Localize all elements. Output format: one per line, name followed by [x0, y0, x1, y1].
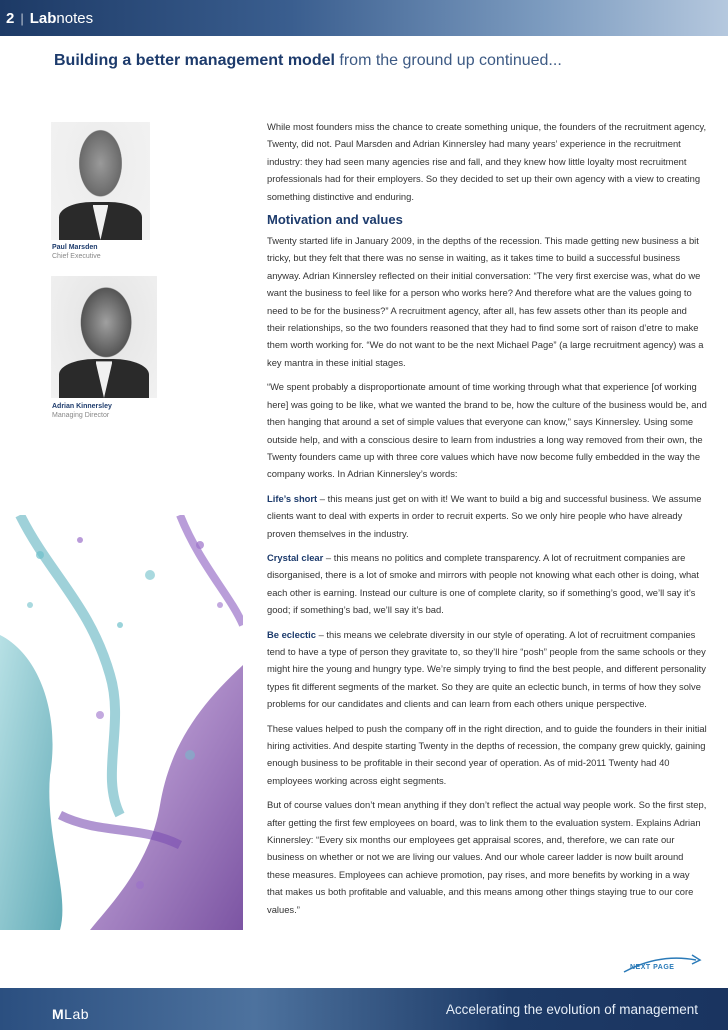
- water-splash-image: [0, 515, 243, 930]
- paragraph-quote: “We spent probably a disproportionate amount of time working through what that experience [of working here] was going to be like, what we wanted the brand to be, how the culture of the business would be, and then hanging that around a set of simple values that everyone can know,” says Kinnersley. Using some outside help, and with a conscious desire to learn from industries a long way removed from their own, the Twenty founders came up with three core values which have now become fully embedded in the way the company works. In Adrian Kinnersley’s words:: [267, 381, 707, 480]
- header-bar: [0, 0, 728, 36]
- page-number: 2: [6, 9, 15, 27]
- section-heading: Motivation and values: [267, 212, 403, 228]
- footer-bar: [0, 988, 728, 1030]
- paragraph-evaluation: But of course values don’t mean anything if they don’t reflect the actual way people work. So the first step, after getting the first few employees on board, was to link them to the evaluation system. Explains Adrian Kinnersley: “Every six months our employees get appraisal scores, and, therefore, we can rate our business on whether or not we are living our values. And our whole career ladder is now built around these measures. Employees can achieve promotion, pay rises, and more benefits by working in a way that makes us both profitable and valuable, and this means among other things staying true to our core values.”: [267, 799, 707, 915]
- header-separator: |: [20, 10, 24, 26]
- title-rest: from the ground up continued...: [339, 52, 562, 69]
- value-lifes-short: Life’s short – this means just get on with it! We want to build a big and successful business. We assume clients want to deal with experts in order to recruit experts. So we only hire people who have already proven themselves in the industry.: [267, 492, 702, 539]
- page-title: [54, 52, 562, 70]
- title-bold: Building a better management model: [54, 52, 335, 69]
- value-crystal-clear: Crystal clear – this means no politics and complete transparency. A lot of recruitment companies are disorganised, there is a lot of smoke and mirrors with people not knowing what each other is doing, what each other is earning. Instead our culture is one of complete clarity, so if something’s good, we’ll say it’s good; if something’s bad, we’ll say it’s bad.: [267, 551, 700, 616]
- paragraph-intro: While most founders miss the chance to create something unique, the founders of the recruitment agency, Twenty, did not. Paul Marsden and Adrian Kinnersley had many years’ experience in the recruitment industry: they had seen many agencies rise and fall, and they knew how little loyalty most recruitment professionals had for their employers. So they decided to set up their own agency with a view to creating something distinctive and enduring.: [267, 121, 707, 202]
- paragraph-growth: These values helped to push the company off in the right direction, and to guide the founders in their initial hiring activities. And despite starting Twenty in the depths of recession, the company grew quickly, gaining enough business to be profitable in their second year of operation. As of mid-2011 Twenty had 40 employees working across eight segments.: [267, 722, 707, 786]
- photo-adrian-kinnersley: [51, 276, 157, 398]
- next-page-button[interactable]: [620, 952, 706, 976]
- brand-name: Labnotes: [29, 9, 94, 27]
- caption-adrian-kinnersley: Adrian Kinnersley Managing Director: [52, 403, 112, 419]
- photo-paul-marsden: [51, 122, 150, 240]
- paragraph-motivation: Twenty started life in January 2009, in the depths of the recession. This made getting new business a bit tricky, but they felt that there was no sense in waiting, as it takes time to build a successful business anyway. Adrian Kinnersley reflected on their initial conversation: “The very first exercise was, what do we want the business to feel like for a person who works here? And therefore what are the values going to need to be for the business?” A recruitment agency, after all, has few assets other than its people and their relationships, so the two founders reasoned that they had to find some sort of raison d’etre to make them worth working for. “We do not want to be the next Michael Page” (a large recruitment agency) was a key mantra in these initial stages.: [267, 235, 704, 368]
- next-page-label: NEXT PAGE: [630, 964, 675, 971]
- article-body: [267, 118, 707, 925]
- value-be-eclectic: Be eclectic – this means we celebrate diversity in our style of operating. A lot of recruitment companies tend to have a type of person they gravitate to, so they’ll hire “posh” people from the same schools or they might hire the young and hungry type. We’re simply trying to find the best people, and different personality types fit different segments of the market. So they are quite an eclectic bunch, in terms of how they solve problems for our candidates and clients and can learn from each others unique perspective.: [267, 628, 706, 710]
- footer-tagline: Accelerating the evolution of management: [445, 1002, 698, 1017]
- mlab-logo: MLab: [52, 1006, 90, 1022]
- caption-paul-marsden: Paul Marsden Chief Executive: [52, 244, 101, 260]
